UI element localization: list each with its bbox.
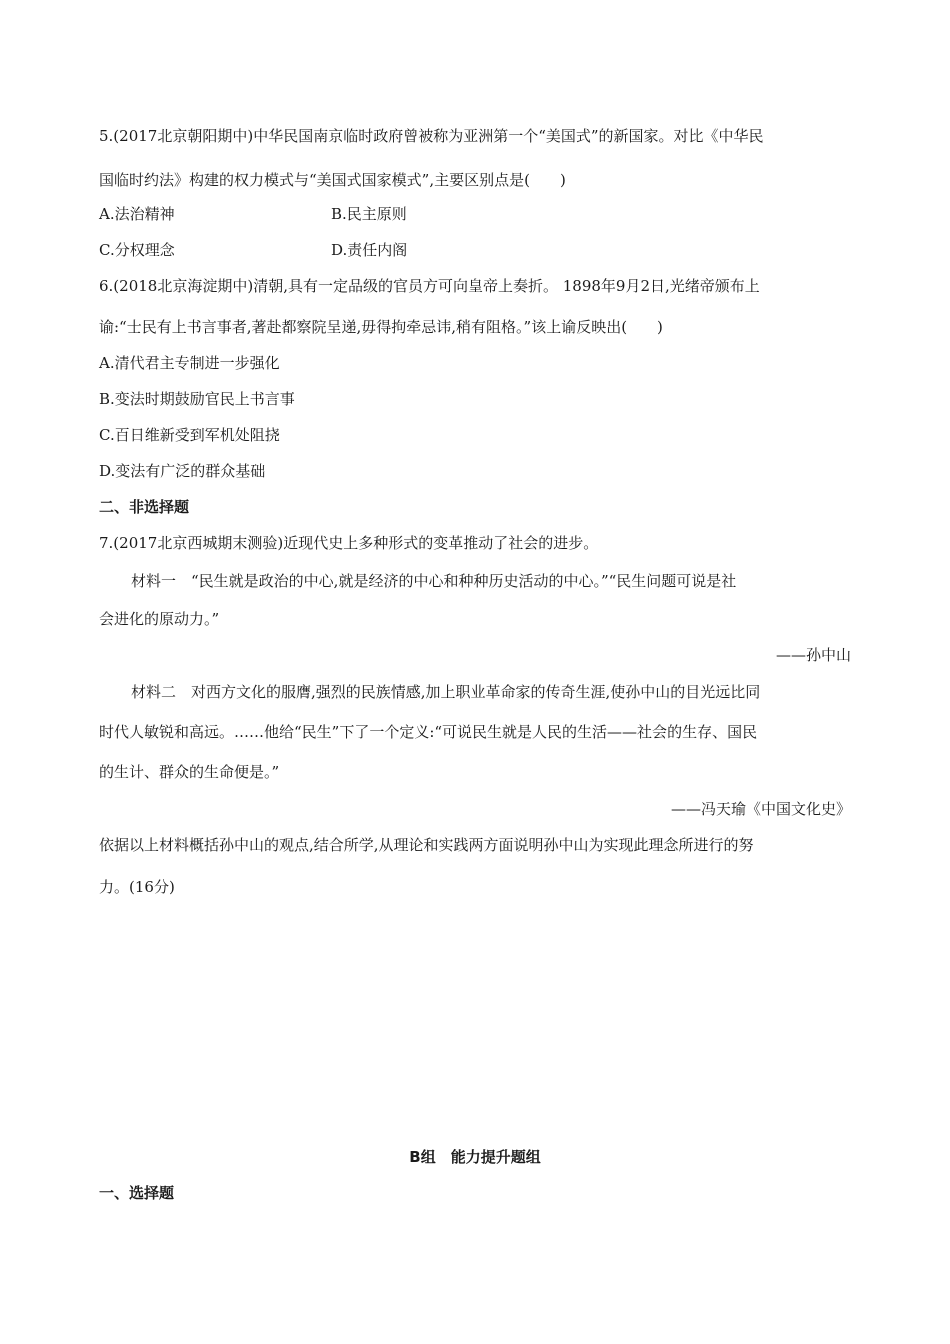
q5-stem-line2: 国临时约法》构建的权力模式与“美国式国家模式”,主要区别点是( ) bbox=[99, 171, 566, 189]
q6-stem-line2: 谕:“士民有上书言事者,著赴都察院呈递,毋得拘牵忌讳,稍有阻格。”该上谕反映出( ) bbox=[99, 318, 663, 336]
q7-intro: 7.(2017北京西城期末测验)近现代史上多种形式的变革推动了社会的进步。 bbox=[99, 534, 599, 552]
q5-option-a: A.法治精神 bbox=[99, 205, 175, 223]
q6-option-a: A.清代君主专制进一步强化 bbox=[99, 354, 280, 372]
section-heading-choice: 一、选择题 bbox=[99, 1184, 175, 1202]
q6-stem-line1: 6.(2018北京海淀期中)清朝,具有一定品级的官员方可向皇帝上奏折。 1898年9月2日,光绪帝颁布上 bbox=[99, 277, 760, 295]
q7-material2-line1: 材料二 对西方文化的服膺,强烈的民族情感,加上职业革命家的传奇生涯,使孙中山的目光远比同 bbox=[131, 683, 761, 701]
q7-material2-line3: 的生计、群众的生命便是。” bbox=[99, 763, 280, 781]
group-b-heading: B组 能力提升题组 bbox=[409, 1148, 541, 1166]
q7-material1-line2: 会进化的原动力。” bbox=[99, 610, 220, 628]
q5-stem-line1: 5.(2017北京朝阳期中)中华民国南京临时政府曾被称为亚洲第一个“美国式”的新国家。对比《中华民 bbox=[99, 127, 764, 145]
q7-task-line2: 力。(16分) bbox=[99, 878, 175, 896]
q7-material1-source: ——孙中山 bbox=[775, 646, 851, 664]
q6-option-d: D.变法有广泛的群众基础 bbox=[99, 462, 266, 480]
q5-option-d: D.责任内阁 bbox=[331, 241, 408, 259]
q5-options-row2 bbox=[99, 240, 408, 260]
q7-material1-line1: 材料一 “民生就是政治的中心,就是经济的中心和种种历史活动的中心。”“民生问题可说是社 bbox=[131, 572, 737, 590]
q6-option-b: B.变法时期鼓励官民上书言事 bbox=[99, 390, 295, 408]
q5-options-row1 bbox=[99, 204, 407, 224]
q7-task-line1: 依据以上材料概括孙中山的观点,结合所学,从理论和实践两方面说明孙中山为实现此理念所进行的努 bbox=[99, 836, 754, 854]
q5-option-b: B.民主原则 bbox=[331, 205, 407, 223]
q6-option-c: C.百日维新受到军机处阻挠 bbox=[99, 426, 280, 444]
section-heading-non-choice: 二、非选择题 bbox=[99, 498, 190, 516]
q5-option-c: C.分权理念 bbox=[99, 241, 175, 259]
q7-material2-line2: 时代人敏锐和高远。……他给“民生”下了一个定义:“可说民生就是人民的生活——社会的生存、国民 bbox=[99, 723, 758, 741]
q7-material2-source: ——冯天瑜《中国文化史》 bbox=[670, 800, 851, 818]
